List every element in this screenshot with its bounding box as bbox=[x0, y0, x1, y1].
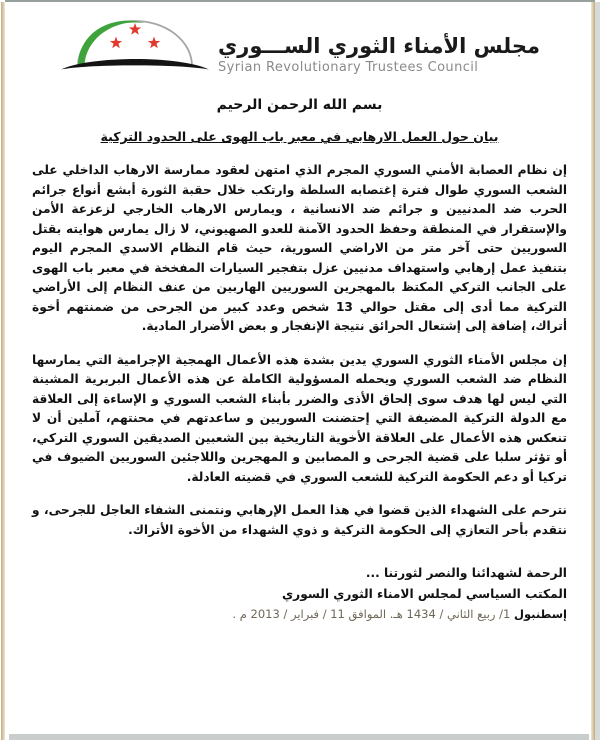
page-edge-bottom bbox=[9, 734, 589, 740]
dateline-city: إسطنبول bbox=[513, 607, 567, 621]
statement-title: بيان حول العمل الارهابي في معبر باب الهوى على الحدود التركية bbox=[100, 129, 499, 144]
letterhead bbox=[0, 0, 600, 76]
letterhead-titles bbox=[218, 31, 540, 77]
council-english-title: Syrian Revolutionary Trustees Council bbox=[217, 60, 479, 75]
page-edge-right bbox=[591, 2, 595, 740]
bismillah-line: بسم الله الرحمن الرحيم bbox=[216, 97, 383, 113]
signature-line: المكتب السياسي لمجلس الامناء الثوري السوري bbox=[282, 587, 567, 601]
page-edge-top bbox=[5, 0, 595, 2]
dateline bbox=[32, 607, 567, 621]
paragraph-2: إن مجلس الأمناء الثوري السوري يدين بشدة هذه الأعمال الهمجية الإجرامية التي يمارسها النظام ضد الشعب السوري ويحمله المسؤولية الكاملة عن هذه الأعمال البربرية المشينة التي ليس لها هدف سوى إلحاق الأذى والضرر بأبناء الشعب السوري و الإساءة إلى العلاقة مع الدولة التركية المضيفة التي إحتضنت السوريين و ساعدتهم في محنتهم، آملين أن لا تنعكس هذه الأعمال على العلاقة الأخوية التاريخية بين الشعبين الصديقين السوري التركي، أو تؤثر سلبا على قضية الجرحى و المصابين و المهجرين واللاجئين السوريين الضيوف في تركيا أو دعم الحكومة التركية للشعب السوري في قضيته العادلة. bbox=[32, 352, 567, 484]
page-edge-right-outer bbox=[595, 2, 600, 740]
paragraph-3: نترحم على الشهداء الذين قضوا في هذا العمل الإرهابي ونتمنى الشفاء العاجل للجرحى، و نتقدم بأحر التعازي إلى الحكومة التركية و ذوي الشهداء من الأخوة الأتراك. bbox=[32, 503, 567, 537]
statement-body bbox=[32, 97, 567, 621]
council-arabic-title: مجلس الأمناء الثوري الســـوري bbox=[217, 33, 540, 58]
dateline-date: 1/ ربيع الثاني / 1434 هـ. الموافق 11 / فبراير / 2013 م . bbox=[232, 607, 511, 621]
page-edge-left bbox=[1, 2, 5, 740]
closing-line: الرحمة لشهدائنا والنصر لثورتنا ... bbox=[365, 566, 567, 580]
council-dome-logo-icon bbox=[60, 12, 210, 76]
paragraph-1: إن نظام العصابة الأمني السوري المجرم الذي امتهن لعقود ممارسة الارهاب الداخلي على الشعب السوري طوال فترة إغتصابه السلطة وارتكب خلال حقبة الثورة أبشع أنواع جرائم الحرب ضد المدنيين و جرائم ضد الانسانية ، ويمارس الارهاب الخارجي لزعزعة الأمن والإستقرار في المنطقة وحفظ الحدود الآمنة للعدو الصهيوني، لا زال يمارس هوايته بقتل السوريين حتى آخر متر من الاراضي السورية، حيث قام النظام الاسدي المجرم اليوم بتنفيذ عمل إرهابي واستهداف مدنيين عزل بتفجير السيارات المفخخة في معبر باب الهوى على الجانب التركي المكتظ بالمهجرين السوريين الهاربين من عنف النظام إلى الأراضي التركية مما أدى إلى مقتل حوالي 13 شخص وعدد كبير من الجرحى من ضمنتهم أخوة أتراك، إضافة إلى إشتعال الحرائق نتيجة الإنفجار و بعض الأضرار المادية. bbox=[32, 163, 567, 333]
